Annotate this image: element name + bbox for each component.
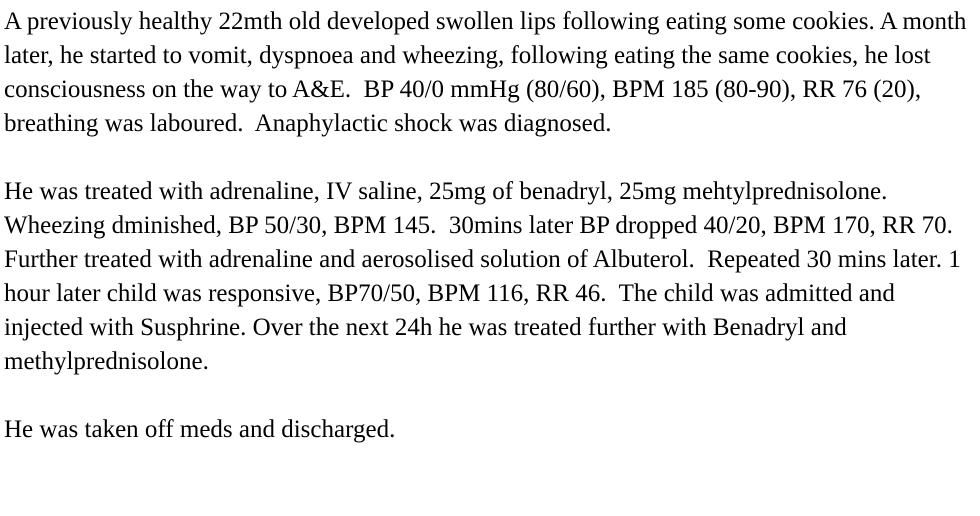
paragraph-spacer [4,379,976,413]
paragraph-discharge: He was taken off meds and discharged. [4,416,396,443]
paragraph-spacer [4,141,976,175]
paragraph-case-history: A previously healthy 22mth old developed swollen lips following eating some cookies. A month later, he started to vomit, dyspnoea and wheezing, following eating the same cookies, he lost consciousness on the way to A&E. BP 40/0 mmHg (80/60), BPM 185 (80-90), RR 76 (20), breathing was laboured. Anaphylactic shock was diagnosed. [4,8,973,137]
paragraph-treatment: He was treated with adrenaline, IV saline, 25mg of benadryl, 25mg mehtylprednisolone. Wheezing dminished, BP 50/30, BPM 145. 30mins later BP dropped 40/20, BPM 170, RR 70. Further treated with adrenaline and aerosolised solution of Albuterol. Repeated 30 mins later. 1 hour later child was responsive, BP70/50, BPM 116, RR 46. The child was admitted and injected with Susphrine. Over the next 24h he was treated further with Benadryl and methylprednisolone. [4,178,967,375]
